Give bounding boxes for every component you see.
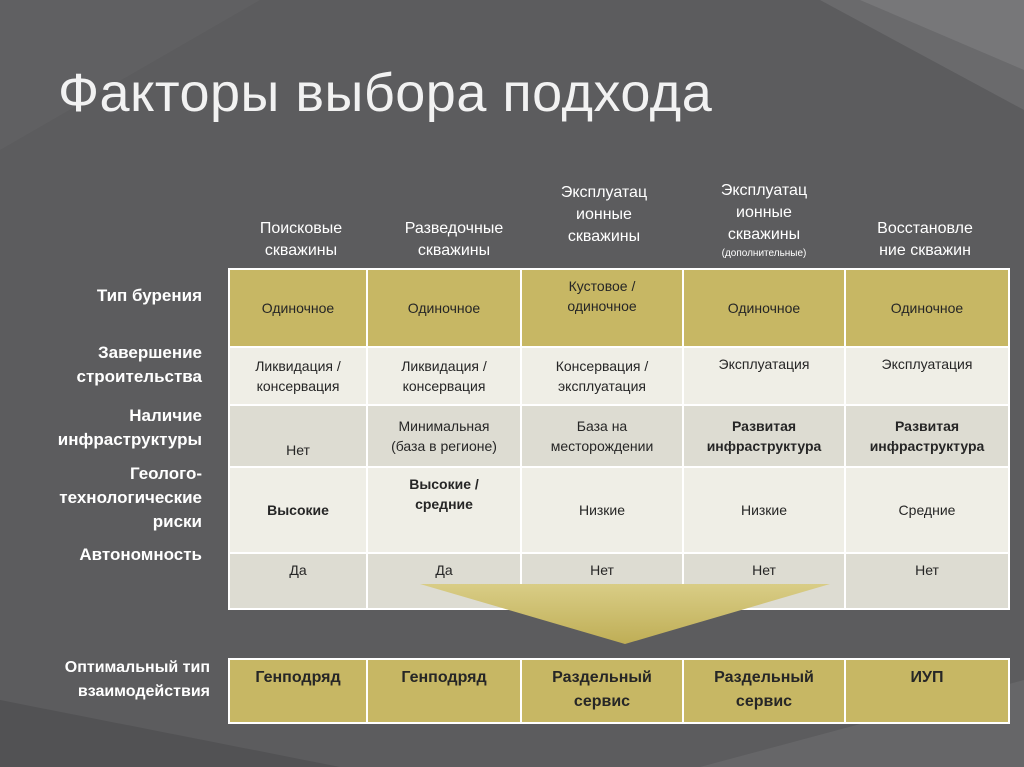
row-label-infrastructure: Наличие инфраструктуры (57, 406, 202, 449)
table-cell: Нет (845, 553, 1009, 609)
result-cell: Раздельный сервис (521, 659, 683, 723)
table-cell: Да (367, 553, 521, 609)
slide-title: Факторы выбора подхода (58, 63, 713, 123)
table-cell: Высокие (229, 467, 367, 553)
row-label-completion: Завершение строительства (76, 343, 202, 386)
table-row (229, 467, 1009, 553)
table-cell: Консервация / эксплуатация (521, 347, 683, 405)
table-cell: Одиночное (229, 269, 367, 347)
table-cell: Низкие (683, 467, 845, 553)
table-row (229, 405, 1009, 467)
row-label-drilling-type: Тип бурения (96, 286, 202, 305)
table-cell: Минимальная (база в регионе) (367, 405, 521, 467)
row-label-autonomy: Автономность (79, 545, 202, 564)
table-cell: Ликвидация / консервация (367, 347, 521, 405)
column-header-note: (дополнительные) (721, 248, 807, 259)
table-cell: Средние (845, 467, 1009, 553)
table-row (229, 659, 1009, 723)
result-table (228, 658, 1010, 724)
table-cell: Одиночное (367, 269, 521, 347)
table-cell: Эксплуатация (845, 347, 1009, 405)
table-cell: Кустовое / одиночное (521, 269, 683, 347)
result-row-label: Оптимальный тип взаимодействия (64, 659, 210, 700)
result-cell: Раздельный сервис (683, 659, 845, 723)
table-cell: Одиночное (683, 269, 845, 347)
table-cell: Низкие (521, 467, 683, 553)
column-header-production: Эксплуатац ионные скважины (560, 184, 648, 245)
column-header-restoration: Восстановле ние скважин (877, 220, 973, 259)
table-cell: Эксплуатация (683, 347, 845, 405)
table-row (229, 347, 1009, 405)
table-cell: Развитая инфраструктура (845, 405, 1009, 467)
column-header-appraisal: Разведочные скважины (404, 220, 504, 259)
table-row (229, 269, 1009, 347)
table-cell: Высокие / средние (367, 467, 521, 553)
down-arrow-icon (420, 584, 830, 644)
table-cell: Развитая инфраструктура (683, 405, 845, 467)
result-cell: ИУП (845, 659, 1009, 723)
table-cell: База на месторождении (521, 405, 683, 467)
column-header-exploration: Поисковые скважины (259, 220, 343, 259)
factors-table (228, 268, 1010, 610)
result-cell: Генподряд (367, 659, 521, 723)
column-header-production-additional: Эксплуатац ионные скважины (дополнительные) (686, 180, 842, 262)
row-label-risks: Геолого- технологические риски (59, 464, 202, 531)
result-cell: Генподряд (229, 659, 367, 723)
table-cell: Нет (229, 405, 367, 467)
column-headers (228, 170, 1006, 262)
table-cell: Да (229, 553, 367, 609)
table-cell: Нет (683, 553, 845, 609)
table-cell: Одиночное (845, 269, 1009, 347)
table-cell: Нет (521, 553, 683, 609)
table-cell: Ликвидация / консервация (229, 347, 367, 405)
